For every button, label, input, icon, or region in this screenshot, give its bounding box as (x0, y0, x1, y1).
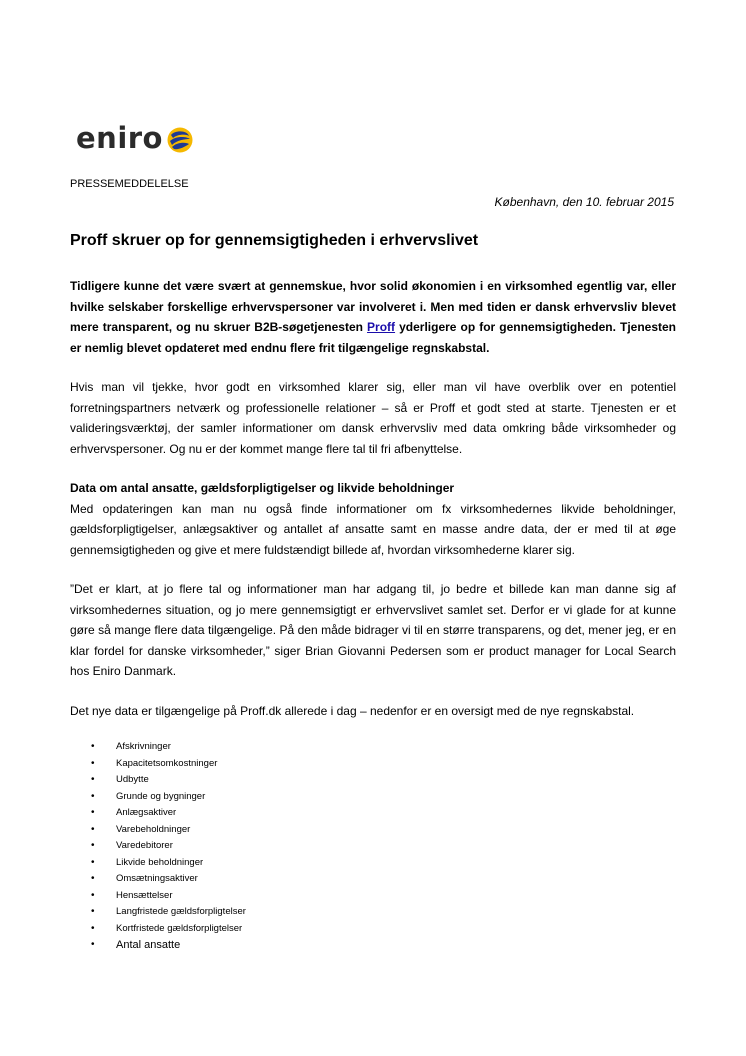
article-body (70, 276, 676, 954)
quote-paragraph: ”Det er klart, at jo flere tal og informationer man har adgang til, jo bedre et billede kan man danne sig af virksomhedernes situation, og jo mere gennemsigtigt er erhvervslivet samlet set. Derfor er vi glade for at kunne gøre så mange flere data tilgængelige. På den måde bidrager vi til en større transparens, og det, mener jeg, er en klar fordel for danske virksomheder,” siger Brian Giovanni Pedersen som er product manager for Local Search hos Eniro Danmark. (70, 582, 676, 678)
page-title: Proff skruer op for gennemsigtigheden i erhvervslivet (70, 232, 479, 249)
list-item: • Likvide beholdninger (70, 855, 676, 872)
paragraph-2: Med opdateringen kan man nu også finde informationer om fx virksomhedernes likvide beholdninger, gældsforpligtigelser, anlægsaktiver og antallet af ansatte samt en masse andre data, der er med til at øge gennemsigtigheden og give et mere fuldstændigt billede af, hvordan virksomhederne klarer sig. (70, 501, 676, 557)
regnskabstal-list (70, 739, 676, 954)
list-item: • Omsætningsaktiver (70, 871, 676, 888)
proff-link[interactable]: Proff (367, 320, 396, 334)
list-item: • Grunde og bygninger (70, 789, 676, 806)
press-release-label: PRESSEMEDDELELSE (70, 178, 189, 190)
list-item: • Anlægsaktiver (70, 805, 676, 822)
list-item: • Hensættelser (70, 888, 676, 905)
dateline: København, den 10. februar 2015 (494, 195, 674, 209)
list-item: • Varedebitorer (70, 838, 676, 855)
list-item: • Afskrivninger (70, 739, 676, 756)
logo-wordmark: eniro (76, 120, 163, 155)
eniro-logo (76, 118, 194, 158)
lead-text-end: yderligere op for gennemsigtigheden. Tjenesten er nemlig blevet opdateret med endnu flere frit tilgængelige regnskabstal. (70, 320, 677, 355)
list-item: • Langfristede gældsforpligtelser (70, 904, 676, 921)
list-item: • Kapacitetsomkostninger (70, 756, 676, 773)
list-item: • Udbytte (70, 772, 676, 789)
lead-paragraph (70, 276, 676, 358)
section-2 (70, 478, 676, 560)
section-subheading: Data om antal ansatte, gældsforpligtigelser og likvide beholdninger (70, 481, 455, 495)
paragraph-1: Hvis man vil tjekke, hvor godt en virksomhed klarer sig, eller man vil have overblik over en potentiel forretningspartners netværk og professionelle relationer – så er Proff et godt sted at starte. Tjenesten er et valideringsværktøj, der samler informationer om dansk erhvervsliv med data omkring både virksomheder og erhvervspersoner. Og nu er der kommet mange flere tal til fri afbenyttelse. (70, 380, 676, 456)
eniro-swirl-icon (166, 126, 194, 154)
lead-text-start: Tidligere kunne det være svært at gennemskue, hvor solid økonomien i en virksomhed egentlig var, eller hvilke selskaber forskellige erhvervspersoner var involveret i. Men med tiden er dansk erhvervsliv blevet mere transparent, og nu skruer B2B-søgetjenesten (70, 279, 676, 334)
list-item: • Varebeholdninger (70, 822, 676, 839)
list-item: • Antal ansatte (70, 937, 676, 954)
paragraph-4: Det nye data er tilgængelige på Proff.dk allerede i dag – nedenfor er en oversigt med de nye regnskabstal. (70, 703, 635, 718)
list-item: • Kortfristede gældsforpligtelser (70, 921, 676, 938)
